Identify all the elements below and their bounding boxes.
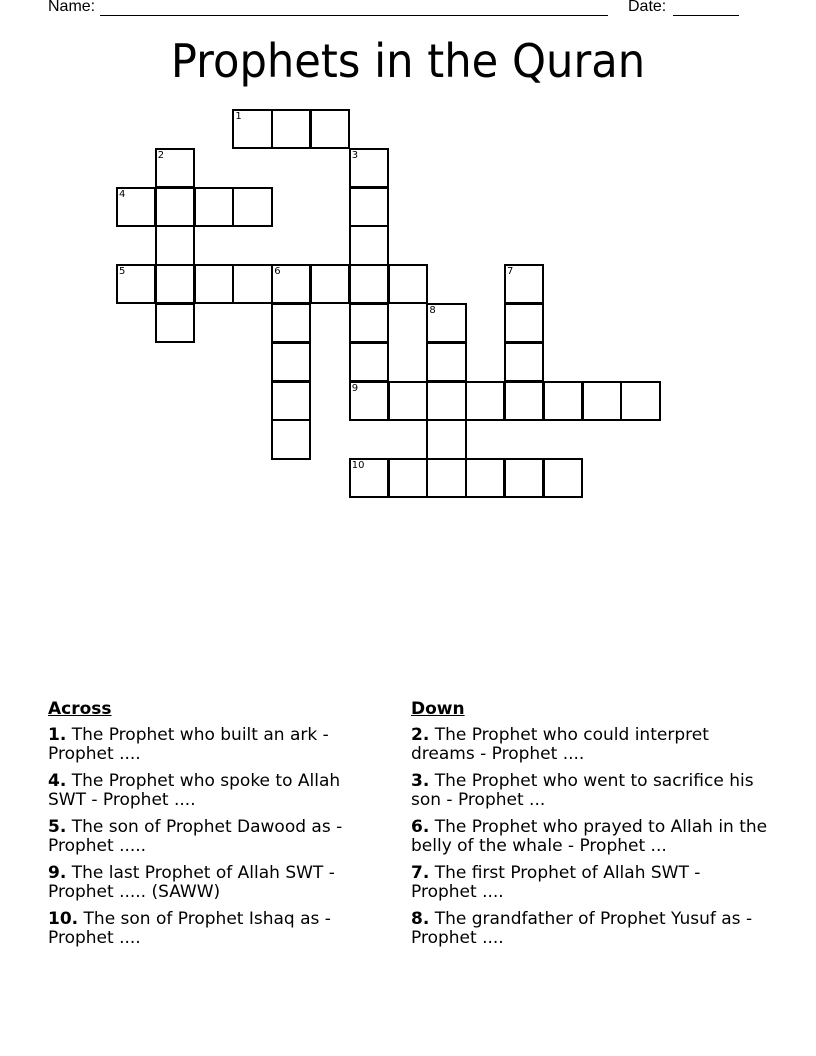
crossword-cell[interactable] bbox=[271, 264, 311, 304]
clue-text: The Prophet who went to sacrifice his son - Prophet ... bbox=[411, 770, 754, 810]
crossword-cell[interactable] bbox=[426, 303, 466, 343]
crossword-cell[interactable] bbox=[504, 264, 544, 304]
crossword-cell[interactable] bbox=[116, 187, 156, 227]
cell-number: 7 bbox=[507, 266, 514, 278]
down-clues bbox=[411, 700, 771, 956]
clue-across-9 bbox=[48, 864, 378, 903]
clue-number: 4. bbox=[48, 770, 67, 791]
crossword-cell[interactable] bbox=[543, 458, 583, 498]
clue-across-1 bbox=[48, 726, 378, 765]
clue-down-3 bbox=[411, 772, 771, 811]
crossword-cell[interactable] bbox=[194, 264, 234, 304]
crossword-cell[interactable] bbox=[155, 187, 195, 227]
crossword-cell[interactable] bbox=[232, 264, 272, 304]
cell-number: 4 bbox=[119, 188, 126, 200]
crossword-cell[interactable] bbox=[465, 458, 505, 498]
clue-number: 3. bbox=[411, 770, 430, 791]
clue-text: The Prophet who built an ark - Prophet .... bbox=[48, 724, 329, 764]
cell-number: 5 bbox=[119, 266, 126, 278]
clue-down-8 bbox=[411, 910, 771, 949]
crossword-cell[interactable] bbox=[271, 381, 311, 421]
cell-number: 2 bbox=[157, 149, 165, 161]
clue-text: The Prophet who could interpret dreams - Prophet .... bbox=[411, 724, 709, 764]
page-title: Prophets in the Quran bbox=[170, 34, 646, 88]
cell-number: 10 bbox=[351, 460, 365, 472]
crossword-cell[interactable] bbox=[232, 109, 272, 149]
crossword-cell[interactable] bbox=[349, 303, 389, 343]
across-clues bbox=[48, 700, 378, 956]
crossword-cell[interactable] bbox=[310, 264, 350, 304]
crossword-cell[interactable] bbox=[310, 109, 350, 149]
crossword-cell[interactable] bbox=[426, 419, 466, 459]
clue-text: The grandfather of Prophet Yusuf as - Prophet .... bbox=[411, 908, 753, 948]
crossword-cell[interactable] bbox=[388, 458, 428, 498]
crossword-cell[interactable] bbox=[349, 342, 389, 382]
crossword-cell[interactable] bbox=[504, 458, 544, 498]
clue-text: The first Prophet of Allah SWT - Prophet .... bbox=[411, 862, 701, 902]
clue-down-6 bbox=[411, 818, 771, 857]
crossword-cell[interactable] bbox=[349, 264, 389, 304]
clue-number: 9. bbox=[48, 862, 67, 883]
cell-number: 6 bbox=[274, 266, 281, 278]
clue-text: The Prophet who prayed to Allah in the belly of the whale - Prophet ... bbox=[411, 816, 768, 856]
clue-across-5 bbox=[48, 818, 378, 857]
clue-number: 2. bbox=[411, 724, 430, 745]
crossword-cell[interactable] bbox=[426, 458, 466, 498]
down-heading: Down bbox=[411, 699, 465, 719]
name-label: Name: bbox=[48, 0, 96, 15]
crossword-cell[interactable] bbox=[271, 109, 311, 149]
across-heading: Across bbox=[48, 699, 112, 719]
cell-number: 1 bbox=[235, 111, 242, 122]
clue-number: 5. bbox=[48, 816, 67, 837]
crossword-cell[interactable] bbox=[155, 225, 195, 265]
crossword-cell[interactable] bbox=[271, 419, 311, 459]
clue-text: The son of Prophet Ishaq as - Prophet .... bbox=[48, 908, 331, 948]
crossword-cell[interactable] bbox=[271, 342, 311, 382]
crossword-cell[interactable] bbox=[349, 381, 389, 421]
clue-number: 7. bbox=[411, 862, 430, 883]
clue-text: The Prophet who spoke to Allah SWT - Prophet .... bbox=[48, 770, 341, 810]
crossword-cell[interactable] bbox=[504, 342, 544, 382]
crossword-cell[interactable] bbox=[388, 381, 428, 421]
crossword-cell[interactable] bbox=[504, 381, 544, 421]
crossword-cell[interactable] bbox=[426, 381, 466, 421]
name-field[interactable] bbox=[100, 15, 608, 16]
clue-number: 8. bbox=[411, 908, 430, 929]
crossword-cell[interactable] bbox=[271, 303, 311, 343]
cell-number: 8 bbox=[429, 305, 436, 316]
crossword-cell[interactable] bbox=[116, 264, 156, 304]
crossword-cell[interactable] bbox=[465, 381, 505, 421]
clue-text: The son of Prophet Dawood as - Prophet ..... bbox=[48, 816, 343, 856]
clue-number: 1. bbox=[48, 724, 67, 745]
clue-down-7 bbox=[411, 864, 771, 903]
crossword-cell[interactable] bbox=[543, 381, 583, 421]
date-label: Date: bbox=[628, 0, 667, 15]
crossword-cell[interactable] bbox=[349, 187, 389, 227]
crossword-cell[interactable] bbox=[194, 187, 234, 227]
crossword-cell[interactable] bbox=[155, 264, 195, 304]
clue-down-2 bbox=[411, 726, 771, 765]
crossword-cell[interactable] bbox=[388, 264, 428, 304]
worksheet-header bbox=[48, 0, 748, 20]
clue-text: The last Prophet of Allah SWT - Prophet ..... (SAWW) bbox=[48, 862, 335, 902]
clue-number: 6. bbox=[411, 816, 430, 837]
crossword-cell[interactable] bbox=[155, 303, 195, 343]
crossword-cell[interactable] bbox=[349, 225, 389, 265]
crossword-cell[interactable] bbox=[232, 187, 272, 227]
crossword-cell[interactable] bbox=[426, 342, 466, 382]
clue-number: 10. bbox=[48, 908, 79, 929]
crossword-cell[interactable] bbox=[349, 148, 389, 188]
crossword-cell[interactable] bbox=[504, 303, 544, 343]
clue-across-4 bbox=[48, 772, 378, 811]
cell-number: 9 bbox=[351, 382, 359, 394]
crossword-cell[interactable] bbox=[620, 381, 660, 421]
crossword-cell[interactable] bbox=[155, 148, 195, 188]
clue-across-10 bbox=[48, 910, 378, 949]
crossword-cell[interactable] bbox=[582, 381, 622, 421]
cell-number: 3 bbox=[351, 149, 359, 161]
date-field[interactable] bbox=[673, 15, 739, 16]
crossword-cell[interactable] bbox=[349, 458, 389, 498]
